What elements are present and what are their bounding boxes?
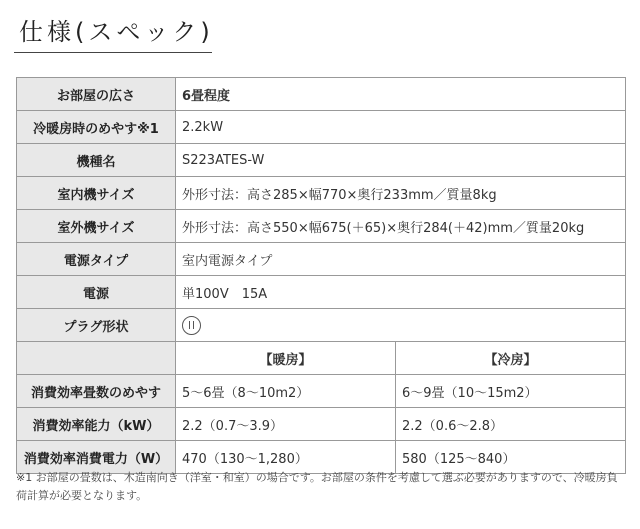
cooling-header: 【冷房】 — [396, 342, 626, 375]
table-row — [17, 144, 626, 177]
room-size-value: 6畳程度 — [176, 78, 626, 111]
table-row — [17, 375, 626, 408]
page-title: 仕様(スペック) — [19, 18, 214, 46]
capacity-label: 冷暖房時のめやす※1 — [17, 111, 176, 144]
efficiency-capacity-cooling: 2.2（0.6〜2.8） — [396, 408, 626, 441]
plug-shape-label: プラグ形状 — [17, 309, 176, 342]
table-row — [17, 78, 626, 111]
power-type-value: 室内電源タイプ — [176, 243, 626, 276]
mode-header-blank — [17, 342, 176, 375]
table-row — [17, 408, 626, 441]
indoor-size-value: 外形寸法：高さ285×幅770×奥行233mm／質量8kg — [176, 177, 626, 210]
title-underline — [14, 52, 212, 53]
efficiency-area-heating: 5〜6畳（8〜10m2） — [176, 375, 396, 408]
capacity-value: 2.2kW — [176, 111, 626, 144]
heating-header: 【暖房】 — [176, 342, 396, 375]
efficiency-power-heating: 470（130〜1,280） — [176, 441, 396, 474]
plug-shape-value — [176, 309, 626, 342]
efficiency-power-cooling: 580（125〜840） — [396, 441, 626, 474]
outdoor-size-value: 外形寸法：高さ550×幅675(＋65)×奥行284(＋42)mm／質量20kg — [176, 210, 626, 243]
power-label: 電源 — [17, 276, 176, 309]
model-label: 機種名 — [17, 144, 176, 177]
table-row — [17, 276, 626, 309]
table-row — [17, 243, 626, 276]
table-row — [17, 177, 626, 210]
power-type-label: 電源タイプ — [17, 243, 176, 276]
power-value: 単100V 15A — [176, 276, 626, 309]
efficiency-area-label: 消費効率畳数のめやす — [17, 375, 176, 408]
table-row — [17, 210, 626, 243]
model-value: S223ATES-W — [176, 144, 626, 177]
table-row — [17, 342, 626, 375]
efficiency-area-cooling: 6〜9畳（10〜15m2） — [396, 375, 626, 408]
table-row — [17, 111, 626, 144]
efficiency-capacity-heating: 2.2（0.7〜3.9） — [176, 408, 396, 441]
spec-table — [16, 77, 626, 474]
plug-outlet-icon — [182, 316, 201, 335]
efficiency-power-label: 消費効率消費電力（W） — [17, 441, 176, 474]
room-size-label: お部屋の広さ — [17, 78, 176, 111]
table-row — [17, 309, 626, 342]
efficiency-capacity-label: 消費効率能力（kW） — [17, 408, 176, 441]
indoor-size-label: 室内機サイズ — [17, 177, 176, 210]
outdoor-size-label: 室外機サイズ — [17, 210, 176, 243]
footnote: ※1 お部屋の畳数は、木造南向き（洋室・和室）の場合です。お部屋の条件を考慮して選ぶ必要がありますので、冷暖房負荷計算が必要となります。 — [16, 471, 618, 502]
